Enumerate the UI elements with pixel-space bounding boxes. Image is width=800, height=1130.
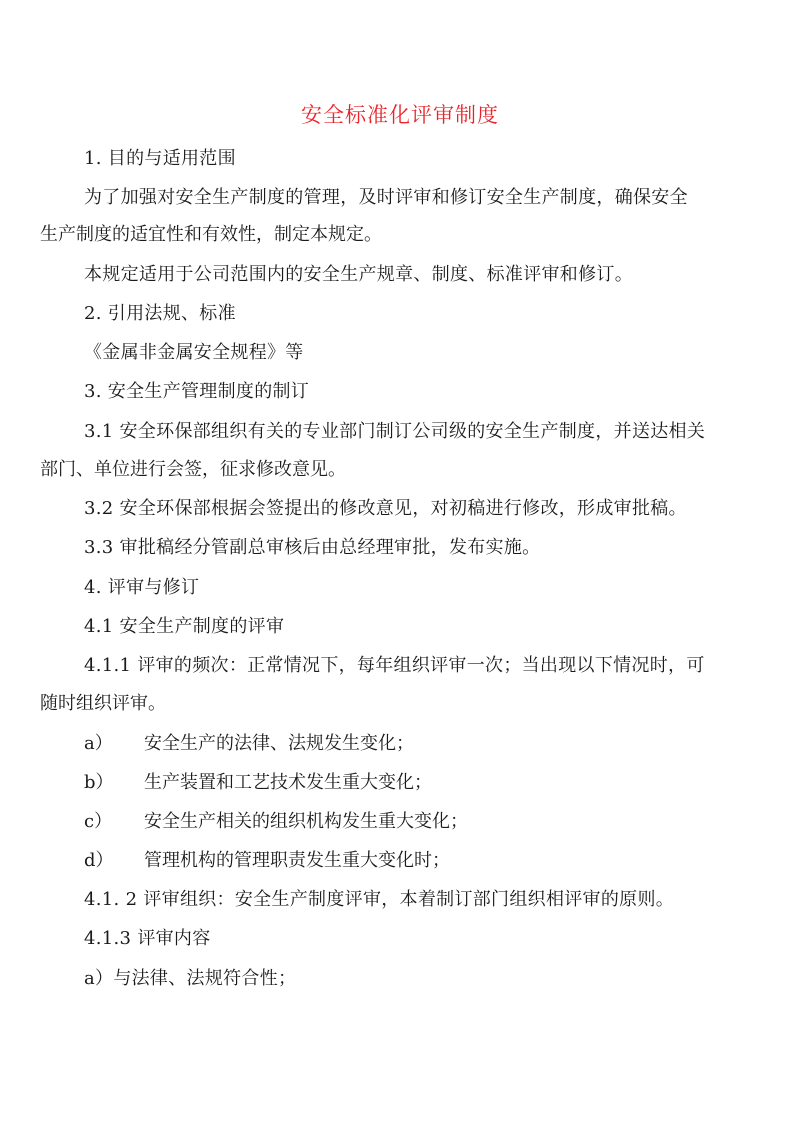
paragraph-line: 4.1.1 评审的频次：正常情况下，每年组织评审一次；当出现以下情况时，可 [84, 655, 705, 676]
section-heading: 3. 安全生产管理制度的制订 [84, 381, 310, 402]
section-heading: 4.1 安全生产制度的评审 [84, 616, 285, 637]
document-title: 安全标准化评审制度 [301, 103, 499, 127]
section-heading: 4. 评审与修订 [84, 577, 200, 598]
list-item-letter: a） [84, 733, 113, 754]
paragraph-line: 随时组织评审。 [40, 693, 166, 714]
list-item-letter: c） [84, 811, 113, 832]
paragraph-line: 3.2 安全环保部根据会签提出的修改意见，对初稿进行修改，形成审批稿。 [84, 498, 687, 519]
list-item-text: 管理机构的管理职责发生重大变化时； [144, 850, 450, 871]
paragraph-line: 3.3 审批稿经分管副总审核后由总经理审批，发布实施。 [84, 537, 541, 558]
section-heading: 4.1.3 评审内容 [84, 928, 211, 949]
paragraph-line: 为了加强对安全生产制度的管理，及时评审和修订安全生产制度，确保安全 [84, 187, 688, 208]
section-heading: 1. 目的与适用范围 [84, 148, 236, 169]
list-item-letter: d） [84, 850, 114, 871]
paragraph-line: 4.1. 2 评审组织：安全生产制度评审，本着制订部门组织相评审的原则。 [84, 889, 675, 910]
list-item-text: 安全生产的法律、法规发生变化； [144, 733, 414, 754]
list-item-text: 生产装置和工艺技术发生重大变化； [144, 772, 432, 793]
section-heading: 2. 引用法规、标准 [84, 303, 236, 324]
paragraph-line: 《金属非金属安全规程》等 [84, 342, 304, 363]
paragraph-line: a）与法律、法规符合性； [84, 968, 297, 989]
list-item-text: 安全生产相关的组织机构发生重大变化； [144, 811, 468, 832]
paragraph-line: 生产制度的适宜性和有效性，制定本规定。 [40, 224, 382, 245]
list-item-letter: b） [84, 772, 114, 793]
paragraph-line: 本规定适用于公司范围内的安全生产规章、制度、标准评审和修订。 [84, 264, 633, 285]
paragraph-line: 3.1 安全环保部组织有关的专业部门制订公司级的安全生产制度，并送达相关 [84, 421, 706, 442]
paragraph-line: 部门、单位进行会签，征求修改意见。 [40, 459, 346, 480]
